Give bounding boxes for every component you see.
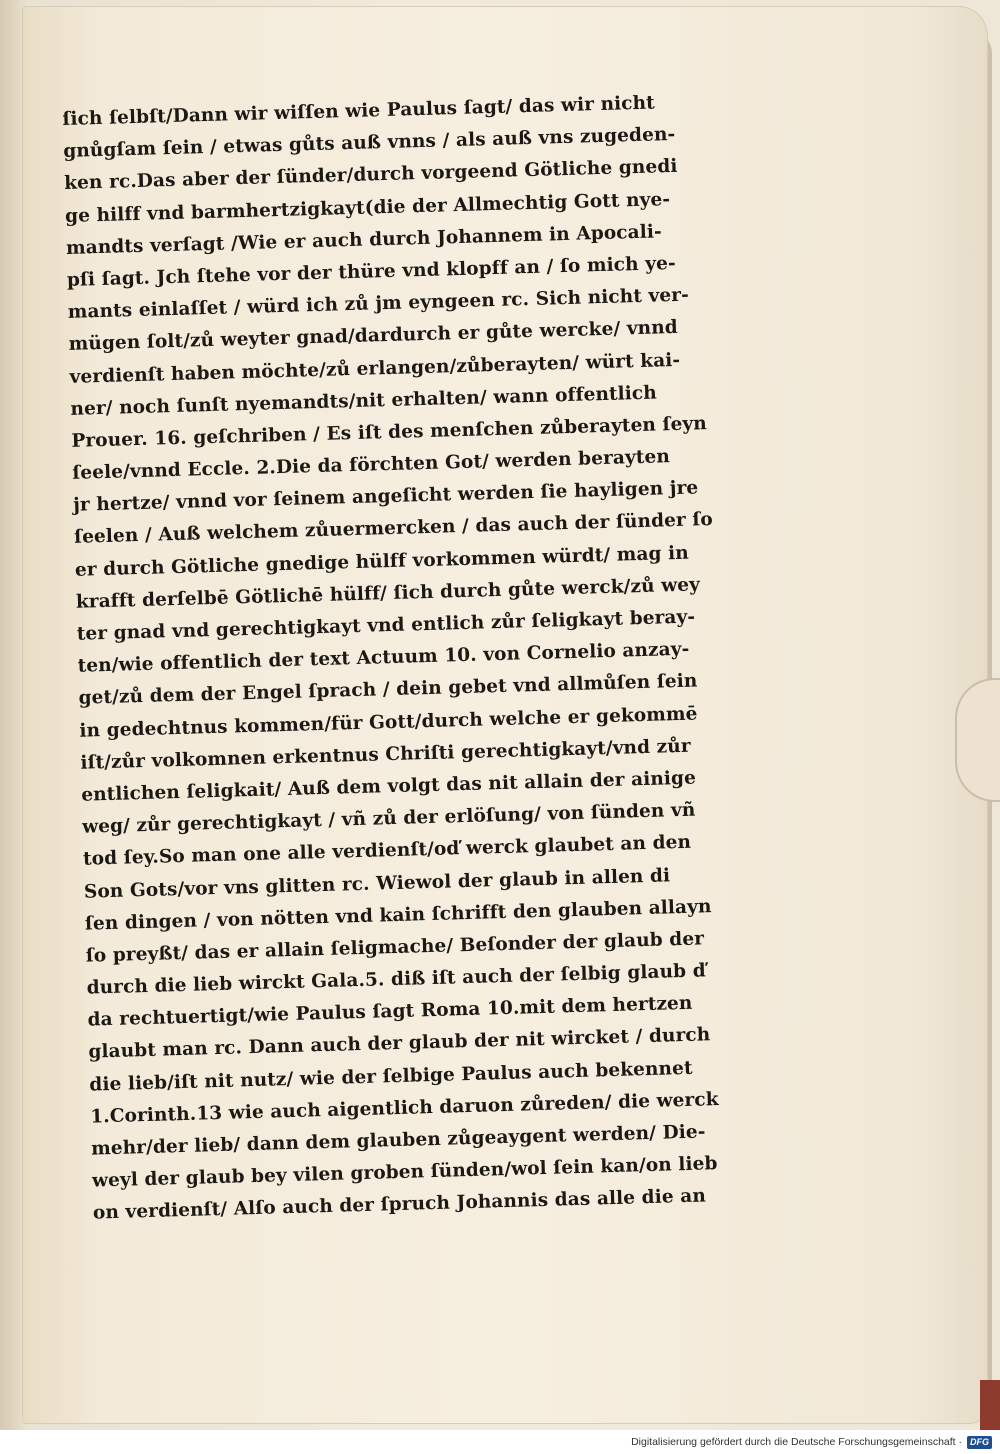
text-line: gnůgſam ſein / etwas gůts auß vnns / als auß vns zugeden-: [63, 124, 676, 163]
text-line: ken rc.Das aber der ſünder/durch vorgeend Götliche gnedi: [63, 156, 678, 195]
text-line: ſen dingen / von nötten vnd kain ſchrifft den glauben allayn: [84, 895, 712, 935]
text-line: weg/ zůr gerechtigkayt / vñ zů der erlöſung/ von ſünden vñ: [81, 799, 696, 838]
text-line: iſt/zůr volkomnen erkentnus Chriſti gerechtigkayt/vnd zůr: [80, 735, 691, 774]
text-line: pſi ſagt. Jch ſtehe vor der thüre vnd klopff an / ſo mich ye-: [66, 252, 676, 291]
text-line: Son Gots/vor vns glitten rc. Wiewol der glaub in allen di: [83, 864, 671, 903]
cover-edge: [980, 1380, 1000, 1430]
text-line: ner/ noch ſunſt nyemandts/nit erhalten/ wann offentlich: [70, 382, 658, 420]
text-line: in gedechtnus kommen/für Gott/durch welche er gekommē: [79, 703, 698, 742]
text-line: ſeele/vnnd Eccle. 2.Die da förchten Got/ werden berayten: [72, 446, 671, 484]
text-line: ge hilff vnd barmhertzigkayt(die der Allmechtig Gott nye-: [64, 188, 671, 227]
text-line: mants einlaſſet / würd ich zů jm eyngeen rc. Sich nicht ver-: [67, 284, 690, 324]
text-line: Prouer. 16. geſchriben / Es iſt des menſchen zůberayten ſeyn: [71, 412, 708, 452]
text-line: mehr/der lieb/ dann dem glauben zůgeaygent werden/ Die-: [90, 1121, 706, 1160]
text-line: krafft derſelbē Götlichē hülff/ ſich durch gůte werck/zů wey: [75, 574, 701, 613]
text-line: ſo preyßt/ das er allain ſeligmache/ Beſonder der glaub der: [85, 928, 705, 967]
credit-text: Digitalisierung gefördert durch die Deutsche Forschungsgemeinschaft ·: [631, 1436, 962, 1448]
text-line: 1.Corinth.13 wie auch aigentlich daruon zůreden/ die werck: [90, 1088, 719, 1128]
dfg-logo-icon: DFG: [967, 1436, 992, 1449]
text-line: tod ſey.So man one alle verdienſt/oď werck glaubet an den: [82, 832, 692, 871]
text-line: glaubt man rc. Dann auch der glaub der nit wircket / durch: [88, 1024, 711, 1064]
page-text-block: [62, 85, 783, 1230]
text-line: entlichen ſeligkait/ Auß dem volgt das nit allain der ainige: [81, 767, 697, 806]
text-line: durch die lieb wirckt Gala.5. diß iſt auch der ſelbig glaub ď: [86, 960, 707, 999]
text-line: weyl der glaub bey vilen groben ſünden/wol ſein kan/on lieb: [91, 1153, 718, 1192]
page-tab-notch: [955, 678, 1000, 802]
text-line: verdienſt haben möchte/zů erlangen/zůberayten/ würt kai-: [69, 349, 681, 388]
text-line: ſich ſelbſt/Dann wir wiſſen wie Paulus ſagt/ das wir nicht: [62, 92, 656, 130]
text-line: ten/wie offentlich der text Actuum 10. von Cornelio anzay-: [77, 638, 690, 677]
text-line: die lieb/iſt nit nutz/ wie der ſelbige Paulus auch bekennet: [89, 1057, 693, 1096]
text-line: mandts verſagt /Wie er auch durch Johannem in Apocali-: [65, 221, 663, 259]
text-line: on verdienſt/ Alſo auch der ſpruch Johannis das alle die an: [92, 1185, 707, 1224]
text-line: ter gnad vnd gerechtigkayt vnd entlich zůr ſeligkayt beray-: [76, 606, 696, 645]
text-line: mügen ſolt/zů weyter gnad/dardurch er gůte wercke/ vnnd: [68, 317, 679, 356]
text-line: er durch Götliche gnedige hülff vorkommen würdt/ mag in: [74, 542, 690, 581]
text-line: da rechtuertigt/wie Paulus ſagt Roma 10.mit dem hertzen: [87, 993, 693, 1031]
text-line: ſeelen / Auß welchem zůuermercken / das auch der ſünder ſo: [73, 509, 714, 549]
digitization-credit: [631, 1434, 992, 1450]
text-line: get/zů dem der Engel ſprach / dein gebet vnd allmůſen ſein: [78, 670, 698, 710]
text-line: jr hertze/ vnnd vor ſeinem angeſicht werden ſie hayligen jre: [72, 477, 699, 517]
